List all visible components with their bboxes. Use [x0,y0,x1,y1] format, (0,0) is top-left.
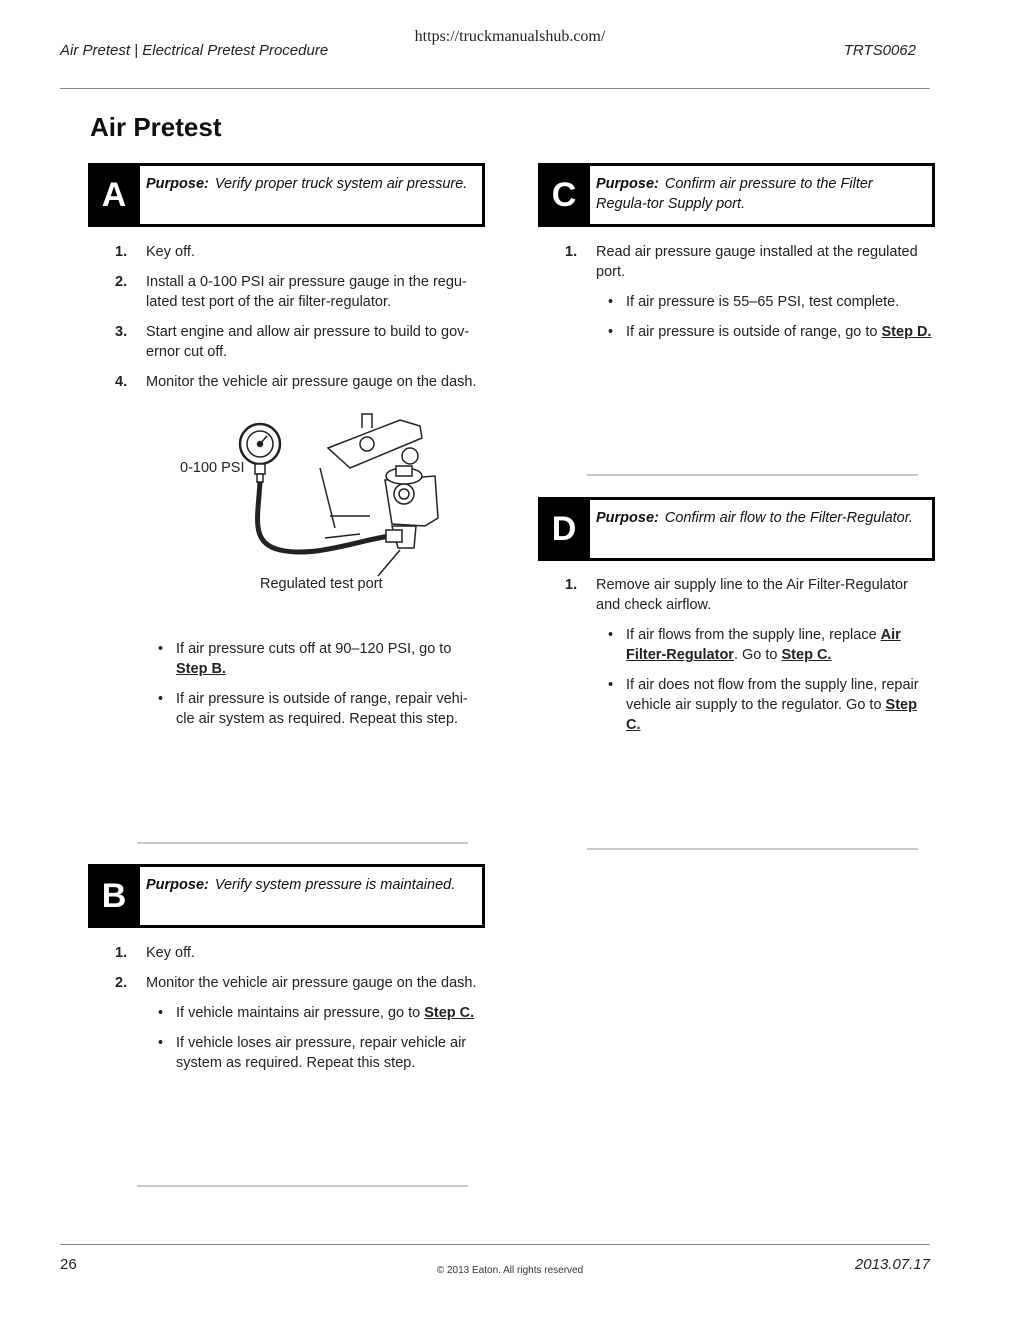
list-item [90,1003,482,1023]
source-url[interactable]: https://truckmanualshub.com/ [414,28,606,45]
bullet-text: If vehicle loses air pressure, repair vehicle air system as required. Repeat this step. [176,1035,467,1071]
section-divider [137,842,468,844]
bullet-text: If air pressure is outside of range, repair vehi-cle air system as required. Repeat this step. [176,691,468,727]
purpose-label: Purpose: [596,176,659,192]
list-item [90,272,482,312]
item-number: 1. [115,945,128,961]
bullet-icon: • [158,691,164,707]
step-d-instructions [540,575,932,745]
list-item [90,689,482,729]
item-text: Start engine and allow air pressure to build to gov-ernor cut off. [146,324,470,360]
figure-label-port: Regulated test port [260,576,383,592]
step-c-purpose-text: Confirm air pressure to the Filter Regula-tor Supply port. [596,176,873,212]
purpose-label: Purpose: [146,176,209,192]
item-text: Key off. [146,244,195,260]
item-text: Key off. [146,945,195,961]
page-title: Air Pretest [90,112,222,142]
purpose-label: Purpose: [596,510,659,526]
step-b-instructions [90,943,482,1083]
step-d-link[interactable]: Step D. [881,324,932,340]
item-number: 1. [565,577,578,593]
bullet-icon: • [158,1035,164,1051]
item-number: 2. [115,274,128,290]
step-c-instructions [540,242,932,352]
list-item [540,675,932,735]
bullet-text: If vehicle maintains air pressure, go to [176,1005,425,1021]
copyright-notice: © 2013 Eaton. All rights reserved [436,1265,584,1276]
list-item [540,575,932,615]
section-divider [137,1185,468,1187]
item-number: 1. [565,244,578,260]
item-text: Install a 0-100 PSI air pressure gauge in the regu-lated test port of the air filter-regulator. [146,274,467,310]
purpose-label: Purpose: [146,877,209,893]
step-a-outcomes [90,639,482,739]
list-item [90,322,482,362]
list-item [90,943,482,963]
list-item [540,625,932,665]
bullet-icon: • [608,294,614,310]
item-text: Remove air supply line to the Air Filter-Regulator and check airflow. [596,577,908,613]
step-c-letter: C [538,163,590,227]
item-text: Read air pressure gauge installed at the regulated port. [596,244,918,280]
bullet-icon: • [608,677,614,693]
list-item [90,242,482,262]
step-b-link[interactable]: Step B. [176,661,226,677]
bullet-text: If air pressure is 55–65 PSI, test complete. [626,294,900,310]
bullet-text-mid: . Go to [733,647,782,663]
item-number: 1. [115,244,128,260]
header-divider [60,88,930,89]
step-a-header [88,163,485,227]
list-item [90,639,482,679]
list-item [540,242,932,282]
item-number: 2. [115,975,128,991]
bullet-icon: • [608,324,614,340]
step-c-link[interactable]: Step C. [424,1005,475,1021]
step-a-purpose-text: Verify proper truck system air pressure. [214,176,468,192]
bullet-text: If air flows from the supply line, replace [626,627,881,643]
list-item [540,292,932,312]
step-d-header [538,497,935,561]
item-number: 4. [115,374,128,390]
step-c-link[interactable]: Step C. [781,647,832,663]
step-a-instructions [90,242,482,402]
list-item [90,372,482,392]
list-item [540,322,932,342]
step-d-purpose-text: Confirm air flow to the Filter-Regulator. [664,510,914,526]
header-section-title: Air Pretest | Electrical Pretest Procedure [60,42,329,59]
footer-divider [60,1244,930,1245]
step-c-link[interactable]: Step C. [626,697,917,733]
section-divider [587,848,918,850]
gauge-regulator-illustration [170,408,470,598]
item-text: Monitor the vehicle air pressure gauge on the dash. [146,374,477,390]
bullet-text: If air pressure is outside of range, go to [626,324,882,340]
header-document-code: TRTS0062 [843,42,916,59]
step-a-purpose [146,174,476,194]
bullet-text: If air pressure cuts off at 90–120 PSI, go to [176,641,452,657]
list-item [90,1033,482,1073]
list-item [90,973,482,993]
step-d-letter: D [538,497,590,561]
step-b-letter: B [88,864,140,928]
item-text: Monitor the vehicle air pressure gauge on the dash. [146,975,477,991]
item-number: 3. [115,324,128,340]
page-number: 26 [60,1256,77,1273]
step-c-purpose [596,174,926,214]
bullet-icon: • [608,627,614,643]
bullet-text: If air does not flow from the supply line, repair vehicle air supply to the regulator. Go to [626,677,919,713]
step-c-header [538,163,935,227]
step-b-header [88,864,485,928]
bullet-icon: • [158,1005,164,1021]
document-date: 2013.07.17 [854,1256,930,1273]
step-d-purpose [596,508,926,528]
bullet-icon: • [158,641,164,657]
step-a-letter: A [88,163,140,227]
section-divider [587,474,918,476]
step-b-purpose [146,875,476,895]
step-b-purpose-text: Verify system pressure is maintained. [214,877,456,893]
air-filter-regulator-link[interactable]: Air Filter-Regulator [626,627,901,663]
figure-label-gauge: 0-100 PSI [180,460,245,476]
